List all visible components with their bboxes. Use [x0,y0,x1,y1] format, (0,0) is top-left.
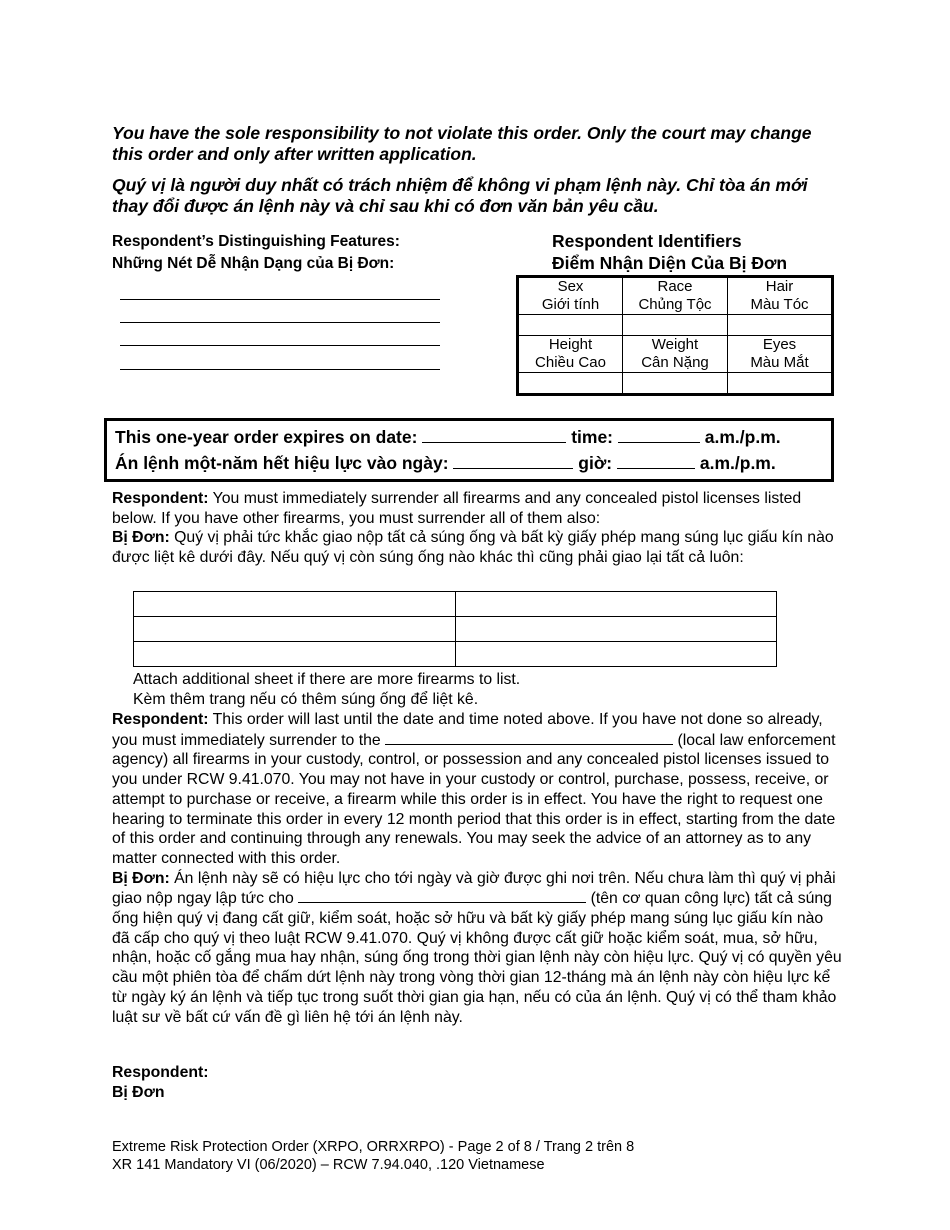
sex-header: Sex Giới tính [518,277,623,315]
sex-field[interactable] [518,315,623,336]
expiry-time-field[interactable] [618,428,700,443]
expiry-box [104,418,834,482]
features-line-3[interactable] [120,345,440,346]
warning-en: You have the sole responsibility to not violate this order. Only the court may change this order and only after written application. [112,123,812,164]
identifiers-title-en: Respondent Identifiers [552,231,742,251]
weight-field[interactable] [623,373,728,395]
expiry-line-en: This one-year order expires on date: time: a.m./p.m. [115,427,781,447]
features-label-en: Respondent’s Distinguishing Features: [112,233,400,250]
weight-header: Weight Cân Nặng [623,336,728,373]
identifiers-table [516,275,834,396]
expiry-date-field[interactable] [422,428,566,443]
firearm-cell[interactable] [455,617,777,642]
firearm-cell[interactable] [134,642,456,667]
order-en: Respondent: This order will last until the date and time noted above. If you have not done so already, you must immediately surrender to the (local law enforcement agency) all firearms in your custody, control, or possession and any concealed pistol licenses issued to you under RCW 9.41.070. You may not have in your custody or control, purchase, possess, receive, or attempt to purchase or receive, a firearm while this order is in effect. You have the right to request one hearing to terminate this order in every 12 month period that this order is in effect, starting from the date of this order and continuing through any renewals. You may seek the advice of an attorney as to any matter connected with this order. [112,711,836,867]
expiry-date-field-vi[interactable] [453,454,573,469]
hair-field[interactable] [728,315,833,336]
warning-vi: Quý vị là người duy nhất có trách nhiệm để không vi phạm lệnh này. Chỉ tòa án mới thay đổi được án lệnh này và chỉ sau khi có đơn văn bản yêu cầu. [112,175,808,216]
expiry-time-field-vi[interactable] [617,454,695,469]
footer-line-2: XR 141 Mandatory VI (06/2020) – RCW 7.94.040, .120 Vietnamese [112,1157,545,1173]
surrender-section [112,489,842,568]
signature-label-en: Respondent: [112,1064,209,1081]
height-field[interactable] [518,373,623,395]
firearms-table [133,591,777,667]
firearm-cell[interactable] [455,592,777,617]
features-line-2[interactable] [120,322,440,323]
law-enforcement-field[interactable] [385,730,673,745]
hair-header: Hair Màu Tóc [728,277,833,315]
surrender-en: Respondent: You must immediately surrender all firearms and any concealed pistol licenses listed below. If you have other firearms, you must surrender all of them also: [112,490,802,527]
firearm-cell[interactable] [455,642,777,667]
footer-line-1: Extreme Risk Protection Order (XRPO, ORRXRPO) - Page 2 of 8 / Trang 2 trên 8 [112,1139,635,1155]
order-vi: Bị Đơn: Án lệnh này sẽ có hiệu lực cho tới ngày và giờ được ghi nơi trên. Nếu chưa làm thì quý vị phải giao nộp ngay lập tức cho (tên cơ quan công lực) tất cả súng ống hiện quý vị đang cất giữ, kiểm soát, hoặc sở hữu và bất kỳ giấy phép mang súng lục giấu kín nào đã cấp cho quý vị theo luật RCW 9.41.070. Quý vị không được cất giữ hoặc kiểm soát, mua, sở hữu, nhận, hoặc cố gắng mua hay nhận, súng ống trong thời gian lệnh này còn hiệu lực. Quý vị có quyền yêu cầu một phiên tòa để chấm dứt lệnh này trong vòng thời gian 12-tháng mà án lệnh này còn hiệu lực kể từ ngày ký án lệnh và tiếp tục trong suốt thời gian gia hạn, nếu có của án lệnh. Quý vị có thể tham khảo luật sư về bất cứ vấn đề gì liên hệ tới án lệnh này. [112,869,842,1026]
race-field[interactable] [623,315,728,336]
surrender-vi: Bị Đơn: Quý vị phải tức khắc giao nộp tất cả súng ống và bất kỳ giấy phép mang súng lục giấu kín nào được liệt kê dưới đây. Nếu quý vị còn súng ống nào khác thì cũng phải giao lại tất cả luôn: [112,529,834,567]
features-line-1[interactable] [120,299,440,300]
law-enforcement-field-vi[interactable] [298,888,586,903]
attach-note-en: Attach additional sheet if there are more firearms to list. [133,671,521,688]
features-label-vi: Những Nét Dễ Nhận Dạng của Bị Đơn: [112,255,395,272]
race-header: Race Chủng Tộc [623,277,728,315]
identifiers-title-vi: Điểm Nhận Diện Của Bị Đơn [552,253,788,273]
expiry-line-vi: Án lệnh một-năm hết hiệu lực vào ngày: giờ: a.m./p.m. [115,453,776,473]
signature-label-vi: Bị Đơn [112,1084,165,1101]
firearm-cell[interactable] [134,592,456,617]
firearm-cell[interactable] [134,617,456,642]
attach-note-vi: Kèm thêm trang nếu có thêm súng ống để liệt kê. [133,691,479,708]
height-header: Height Chiều Cao [518,336,623,373]
order-section [112,710,842,1027]
eyes-field[interactable] [728,373,833,395]
eyes-header: Eyes Màu Mắt [728,336,833,373]
features-line-4[interactable] [120,369,440,370]
